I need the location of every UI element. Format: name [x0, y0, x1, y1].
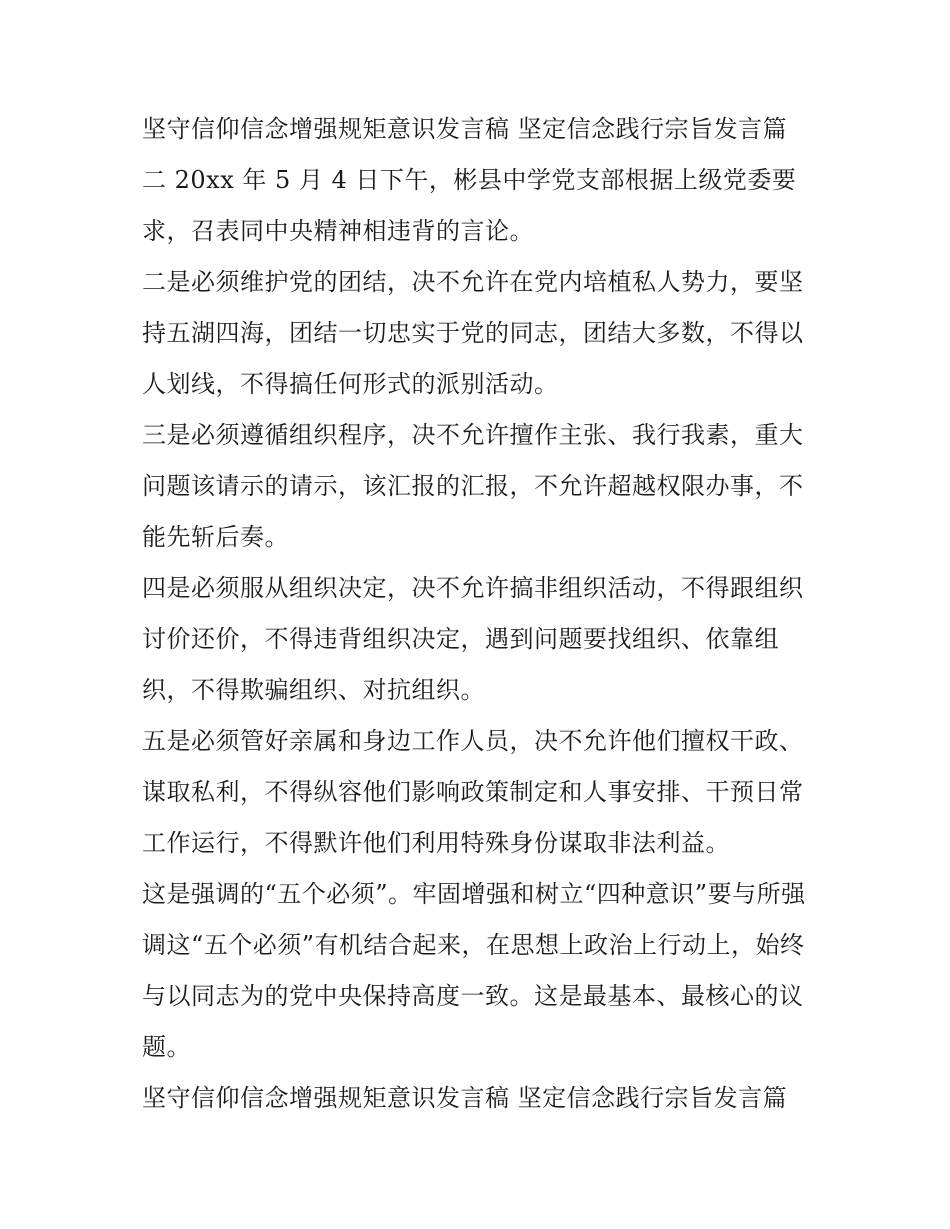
text-line: 讨价还价，不得违背组织决定，遇到问题要找组织、依靠组	[142, 625, 779, 653]
document-body	[142, 104, 822, 1124]
text-line: 求，召表同中央精神相违背的言论。	[142, 217, 534, 245]
text-line: 坚守信仰信念增强规矩意识发言稿 坚定信念践行宗旨发言篇	[142, 115, 788, 143]
text-line: 问题该请示的请示，该汇报的汇报，不允许超越权限办事，不	[142, 472, 804, 500]
text-line: 坚守信仰信念增强规矩意识发言稿 坚定信念践行宗旨发言篇	[142, 1084, 788, 1112]
text-line: 谋取私利，不得纵容他们影响政策制定和人事安排、干预日常	[142, 778, 804, 806]
text-line: 题。	[142, 1033, 191, 1061]
text-line: 调这“五个必须”有机结合起来，在思想上政治上行动上，始终	[142, 931, 805, 959]
text-line: 五是必须管好亲属和身边工作人员，决不允许他们擅权干政、	[142, 727, 804, 755]
text-line: 二是必须维护党的团结，决不允许在党内培植私人势力，要坚	[142, 268, 804, 296]
text-line: 二 20xx 年 5 月 4 日下午，彬县中学党支部根据上级党委要	[142, 166, 797, 194]
text-line: 四是必须服从组织决定，决不允许搞非组织活动，不得跟组织	[142, 574, 804, 602]
text-line: 能先斩后奏。	[142, 523, 289, 551]
text-line: 三是必须遵循组织程序，决不允许擅作主张、我行我素，重大	[142, 421, 804, 449]
text-line: 织，不得欺骗组织、对抗组织。	[142, 676, 485, 704]
text-line: 这是强调的“五个必须”。牢固增强和树立“四种意识”要与所强	[142, 880, 806, 908]
text-line: 与以同志为的党中央保持高度一致。这是最基本、最核心的议	[142, 982, 804, 1010]
text-line: 工作运行，不得默许他们利用特殊身份谋取非法利益。	[142, 829, 730, 857]
text-line: 持五湖四海，团结一切忠实于党的同志，团结大多数，不得以	[142, 319, 804, 347]
text-line: 人划线，不得搞任何形式的派别活动。	[142, 370, 559, 398]
